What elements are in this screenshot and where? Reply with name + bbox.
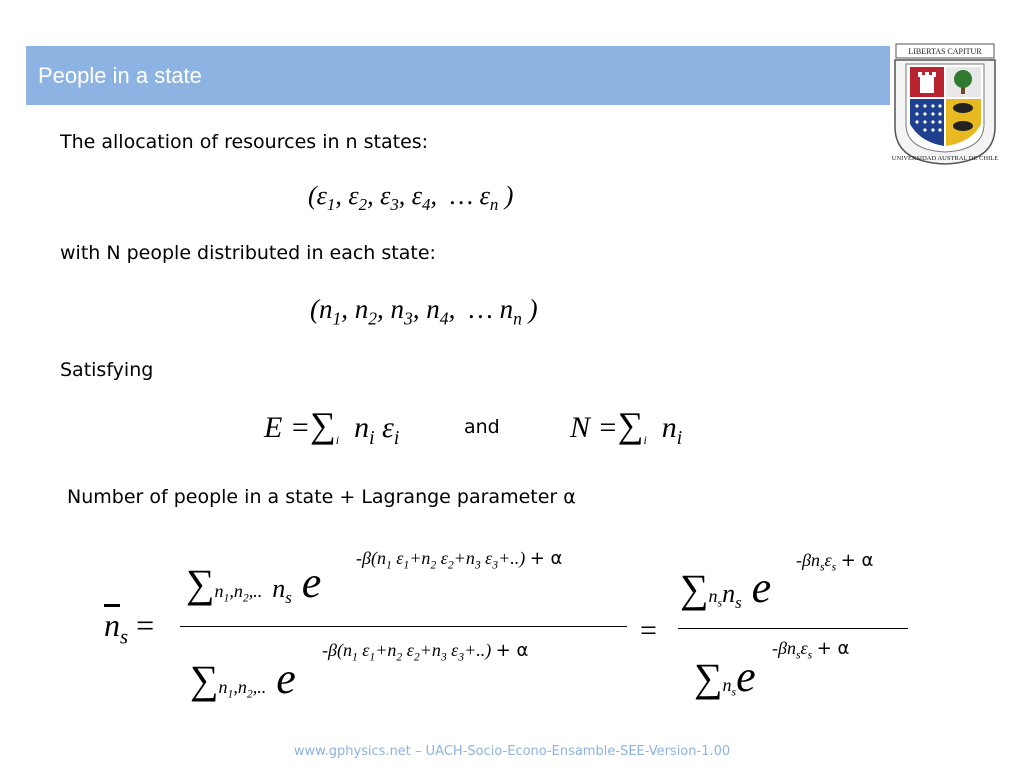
numerator-exponent-2: $-\beta n_s\varepsilon_s + \alpha$ <box>796 550 874 574</box>
allocation-text: The allocation of resources in n states: <box>60 131 429 153</box>
logo-ring-text: UNIVERSIDAD AUSTRAL DE CHILE <box>891 155 999 162</box>
denominator-sum-1: $\sum n_1,n_2$,.. e <box>190 654 296 703</box>
footer-text: www.gphysics.net – UACH-Socio-Econo-Ensamble-SEE-Version-1.00 <box>293 744 731 759</box>
energy-constraint-formula: $E =\sum_i$ $n_i$ $\varepsilon_i$ <box>264 405 400 449</box>
particle-constraint-formula: $N =\sum_i$ $n_i$ <box>570 405 683 449</box>
satisfying-text: Satisfying <box>60 359 154 381</box>
fraction-line-2 <box>678 628 908 629</box>
occupation-numbers-formula: ($n_1$, $n_2$, $n_3$, $n_4$, … $n_n$ ) <box>310 294 538 329</box>
denominator-exponent-2: $-\beta n_s\varepsilon_s + \alpha$ <box>772 638 850 662</box>
logo-banner-text: LIBERTAS CAPITUR <box>908 47 982 56</box>
distribution-text: with N people distributed in each state: <box>60 242 436 264</box>
denominator-sum-2: $\sum n_se$ <box>694 652 756 701</box>
university-logo <box>890 42 1000 167</box>
fraction-line-1 <box>180 626 627 627</box>
denominator-exponent-1: $-\beta(n_1$ $\varepsilon_1+n_2$ $\varepsilon_2+n_3$ $\varepsilon_3+..) + \alpha$ <box>322 640 529 664</box>
slide-title: People in a state <box>38 63 202 88</box>
title-bar <box>26 46 890 105</box>
equals-sign: = <box>640 614 657 647</box>
energy-states-formula: ($\varepsilon_1$, $\varepsilon_2$, $\varepsilon_3$, $\varepsilon_4$, … $\varepsilon_n$ ) <box>308 181 514 215</box>
numerator-exponent-1: $-\beta(n_1$ $\varepsilon_1+n_2$ $\varepsilon_2+n_3$ $\varepsilon_3+..) + \alpha$ <box>356 548 563 572</box>
numerator-sum-1: $\sum n_1,n_2$,.. $n_s$ e <box>186 558 322 608</box>
numerator-sum-2: $\sum n_sn_s$ e <box>680 563 772 613</box>
and-text: and <box>464 416 500 438</box>
mean-ns-symbol: $\overline{n}_s$ = <box>104 607 155 649</box>
lagrange-text: Number of people in a state + Lagrange parameter α <box>67 486 576 508</box>
